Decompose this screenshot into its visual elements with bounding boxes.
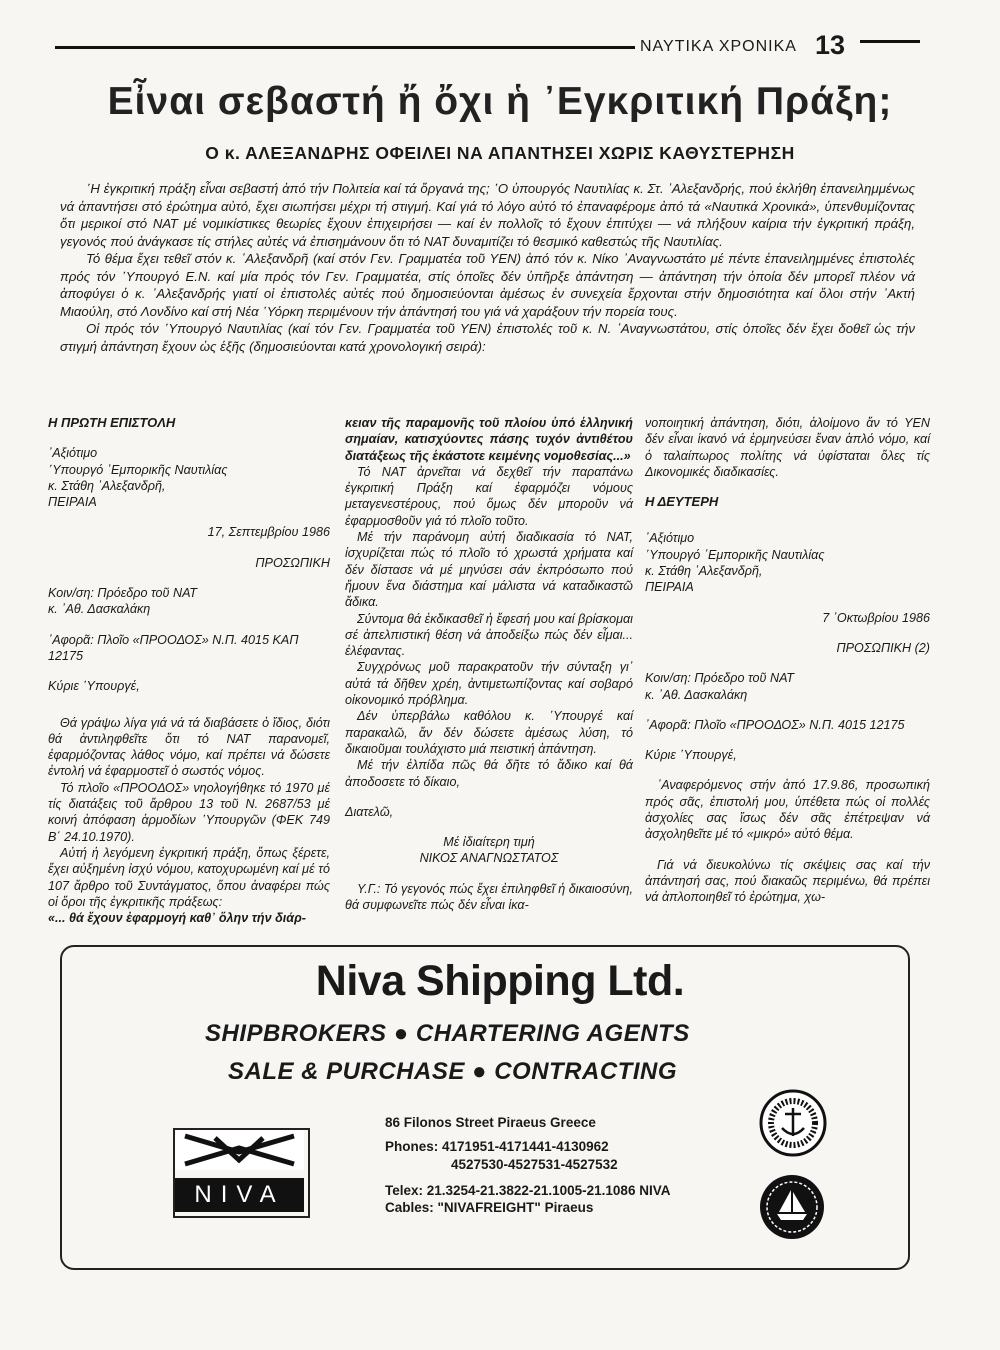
page-number: 13 <box>815 30 846 60</box>
letter1-address-line: κ. Στάθη ᾿Αλεξανδρῆ, <box>48 478 166 493</box>
letter1-paragraph: Αὐτή ἡ λεγόμενη ἐγκριτική πράξη, ὅπως ξέρετε, ἔχει αὐξημένη ἰσχύ νόμου, κατοχυρωμένη καί μέ τό 107 ἄρθρο τοῦ Συντάγματος, ὅπου ἀναφέρει πώς οἱ ὅροι τῆς ἐγκριτικῆς πράξεως: <box>48 845 330 909</box>
letter1-marking: ΠΡΟΣΩΠΙΚΗ <box>255 555 330 570</box>
article-title: Εἶναι σεβαστή ἤ ὄχι ἡ ᾿Εγκριτική Πράξη; <box>107 80 893 123</box>
ad-services-line: SHIPBROKERS ● CHARTERING AGENTS <box>205 1020 690 1047</box>
letter1-paragraph: Μέ τήν παράνομη αὐτή διαδικασία τό ΝΑΤ, ἰσχυρίζεται πώς τό πλοῖο τό χρωστά χρήματα καί δέν δίστασε νά μέ μηνύσει σάν ἐκπρόσωπο πού ἤμουν ἕνα διάστημα καί μάλιστα νά καταδικαστῶ ἄδικα. <box>345 530 633 610</box>
header-rule-left <box>55 46 635 49</box>
letter1-subject: ᾿Αφορᾶ: Πλοῖο «ΠΡΟΟΔΟΣ» Ν.Π. 4015 ΚΑΠ 12175 <box>48 632 299 663</box>
letter2-paragraph: ᾿Αναφερόμενος στήν ἀπό 17.9.86, προσωπική πρός σᾶς, ἐπιστολή μου, ὑπέθετα πώς οἱ πολλές ἀσχολίες σας ἴσως δέν σᾶς ἐπέτρεψαν νά ἀσχοληθεῖτε μέ τό «μικρό» αὐτό θέμα. <box>645 778 930 842</box>
letter1-paragraph: Θά γράψω λίγα γιά νά τά διαβάσετε ὁ ἴδιος, διότι θά ἀντιληφθεῖτε ὅτι τό ΝΑΤ παρανομεῖ, ἐφαρμόζοντας λάθος νόμο, καί πρέπει νά δώσετε ἐντολή νά ἐφαρμοστεῖ ὁ σωστός νόμος. <box>48 715 330 779</box>
header-rule-right <box>860 40 920 43</box>
ad-phones-label: Phones: <box>385 1139 439 1154</box>
article-subtitle: Ο κ. ΑΛΕΞΑΝΔΡΗΣ ΟΦΕΙΛΕΙ ΝΑ ΑΠΑΝΤΗΣΕΙ ΧΩΡΙΣ ΚΑΘΥΣΤΕΡΗΣΗ <box>205 143 795 163</box>
letter1-address-line: ῾Υπουργό ᾿Εμπορικῆς Ναυτιλίας <box>48 462 228 477</box>
letter2-address-line: κ. Στάθη ᾿Αλεξανδρῆ, <box>645 564 763 579</box>
letter1-regards: Μέ ἰδιαίτερη τιμή <box>443 835 535 850</box>
niva-logo-emblem-icon <box>175 1130 304 1170</box>
article-intro <box>60 180 915 355</box>
publication-name: ΝΑΥΤΙΚΑ ΧΡΟΝΙΚΑ <box>640 38 797 55</box>
anchor-seal-icon <box>758 1088 828 1158</box>
letter2-paragraph: Γιά νά διευκολύνω τίς σκέψεις σας καί τήν ἀπάντησή σας, πού διακαῶς περιμένω, θά πρέπει νά ἀπλοποιηθεῖ τό ἐρώτημα, χω- <box>645 857 930 905</box>
letter1-paragraph: Συγχρόνως μοῦ παρακρατοῦν τήν σύνταξη γι᾿ αὐτά τά δῆθεν χρέη, ἀντιμετωπίζοντας καί σοβαρό οἰκονομικό πρόβλημα. <box>345 660 633 708</box>
letter1-paragraph: Μέ τήν ἐλπίδα πῶς θά δῆτε τό ἄδικο καί θά ἀποδοσετε τό δίκαιο, <box>345 758 633 789</box>
ad-cables: Cables: "NIVAFREIGHT" Piraeus <box>385 1200 594 1215</box>
letter1-paragraph: Τό πλοῖο «ΠΡΟΟΔΟΣ» νηολογήθηκε τό 1970 μέ τίς διατάξεις τοῦ ἄρθρου 13 τοῦ Ν. 2687/53 μέ κοινή ἀπόφαση ἁρμοδίων ῾Υπουργῶν (ΦΕΚ 749 Β΄ 24.10.1970). <box>48 780 330 844</box>
ad-telex: Telex: 21.3254-21.3822-21.1005-21.1086 NIVA <box>385 1183 671 1198</box>
letter1-address-line: ᾿Αξιότιμο <box>48 446 98 461</box>
letter2-marking: ΠΡΟΣΩΠΙΚΗ (2) <box>836 640 930 655</box>
letter1-heading: Η ΠΡΩΤΗ ΕΠΙΣΤΟΛΗ <box>48 415 176 430</box>
letter2-address-line: ΠΕΙΡΑΙΑ <box>645 580 694 595</box>
ad-address: 86 Filonos Street Piraeus Greece <box>385 1115 596 1130</box>
letter1-postscript: Υ.Γ.: Τό γεγονός πώς ἔχει ἐπιληφθεῖ ἡ δικαιοσύνη, θά συμφωνεῖτε πώς δέν εἶναι ἱκα- <box>345 881 633 913</box>
letter1-paragraph: Σύντομα θά ἐκδικασθεῖ ἡ ἔφεσή μου καί βρίσκομαι σέ ἀπελπιστική θέση νά ἀποδείξω πώς δέν εἶμαι... ἐλέφαντας. <box>345 611 633 659</box>
letter1-address-line: ΠΕΙΡΑΙΑ <box>48 495 97 510</box>
ad-phones-numbers: 4171951-4171441-4130962 <box>442 1139 609 1154</box>
letter2-address-line: ᾿Αξιότιμο <box>645 531 695 546</box>
letter1-paragraph: Δέν ὑπερβάλω καθόλου κ. ῾Υπουργέ καί παρακαλῶ, ἄν δέν δώσετε ἀμέσως λύση, τό δικαιοῦμαι τουλάχιστο μιά πειστική ἀπάντηση. <box>345 709 633 756</box>
ad-phones-line <box>385 1139 609 1154</box>
column-2 <box>345 415 633 913</box>
letter2-heading: Η ΔΕΥΤΕΡΗ <box>645 494 719 510</box>
letter1-quote: «... θά ἔχουν ἐφαρμογή καθ᾿ ὅλην τήν διάρ- <box>48 911 306 926</box>
ad-phones-line-2: 4527530-4527531-4527532 <box>451 1157 618 1172</box>
letter1-paragraph: Τό ΝΑΤ ἀρνεῖται νά δεχθεῖ τήν παραπάνω ἐγκριτική Πράξη καί ἐφαρμόζει νόμους μεταγενεστέρους, πού ὅμως δέν μποροῦν νά ἐφαρμοσθοῦν γιά τό πλοῖο τοῦτο. <box>345 464 633 528</box>
column-1 <box>48 415 330 926</box>
niva-logo-wordmark: NIVA <box>175 1178 304 1212</box>
letter1-closing: Διατελῶ, <box>345 804 394 819</box>
letter1-salutation: Κύριε ῾Υπουργέ, <box>48 679 140 694</box>
letter2-address-line: ῾Υπουργό ᾿Εμπορικῆς Ναυτιλίας <box>645 547 825 562</box>
letter1-quote-continued: κειαν τῆς παραμονῆς τοῦ πλοίου ὑπό ἑλληνική σημαίαν, κατισχύοντες πάσης τυχόν ἀντιθέτου διατάξεως τῆς ἑκάστοτε κειμένης νομοθεσίας...» <box>345 416 633 463</box>
letter1-postscript-continued: νοποιητική ἀπάντηση, διότι, ἀλοίμονο ἄν τό ΥΕΝ δέν εἶναι ἱκανό νά ἑρμηνεύσει ἕναν ἁπλό νόμο, καί ὁ ταλαίπωρος πολίτης νά ὑφίσταται ὅλες τίς Δικονομικές διαδικασίες. <box>645 416 930 479</box>
column-3 <box>645 415 930 906</box>
ad-services-line: SALE & PURCHASE ● CONTRACTING <box>228 1058 678 1085</box>
letter1-cc-line: Κοιν/ση: Πρόεδρο τοῦ ΝΑΤ <box>48 586 197 601</box>
letter1-signature: ΝΙΚΟΣ ΑΝΑΓΝΩΣΤΑΤΟΣ <box>419 851 559 866</box>
intro-paragraph: Οἱ πρός τόν ῾Υπουργό Ναυτιλίας (καί τόν Γεν. Γραμματέα τοῦ ΥΕΝ) ἐπιστολές τοῦ κ. Ν. ᾿Αναγνωστάτου, στίς ὁποῖες δέν ἔχει δοθεῖ ὡς τήν στιγμή ἀπάντηση ἔχουν ὡς ἑξῆς (δημοσιεύονται κατά χρονολογική σειρά): <box>60 321 915 354</box>
letter1-date: 17, Σεπτεμβρίου 1986 <box>207 525 330 540</box>
letter2-subject: ᾿Αφορᾶ: Πλοῖο «ΠΡΟΟΔΟΣ» Ν.Π. 4015 12175 <box>645 717 905 732</box>
ad-company-name: Niva Shipping Ltd. <box>315 957 685 1005</box>
letter2-cc-line: κ. ᾿Αθ. Δασκαλάκη <box>645 687 748 702</box>
ship-seal-icon <box>757 1172 827 1242</box>
letter2-salutation: Κύριε ῾Υπουργέ, <box>645 748 737 763</box>
letter2-cc-line: Κοιν/ση: Πρόεδρο τοῦ ΝΑΤ <box>645 671 794 686</box>
letter1-cc-line: κ. ᾿Αθ. Δασκαλάκη <box>48 602 151 617</box>
intro-paragraph: Τό θέμα ἔχει τεθεῖ στόν κ. ᾿Αλεξανδρῆ (καί στόν Γεν. Γραμματέα τοῦ ΥΕΝ) ἀπό τόν κ. Νίκο ᾿Αναγνωστάτο μέ πέντε ἐπανειλημμένες ἐπιστολές πρός τόν ῾Υπουργό Ε.Ν. καί μία πρός τόν Γεν. Γραμματέα, στίς ὁποῖες δέν ὑπῆρξε ἀπάντηση — ἀπάντηση τήν ὁποία δέν μπορεῖ πλέον νά ἀποφύγει ὁ κ. ᾿Αλεξανδρής γιατί οἱ ἐπιστολές αὐτές πού δημοσιεύονται ἀμέσως ἐν συνεχεία ἔρχονται στήν δημοσιότητα καί ὅλοι στήν ᾿Ακτή Μιαούλη, στό Λονδίνο καί στή Νέα ῾Υόρκη περιμένουν τήν ἀπάντησή του γιά νά χαράξουν τήν πορεία τους. <box>60 251 915 319</box>
letter2-date: 7 ᾿Οκτωβρίου 1986 <box>822 610 930 625</box>
intro-paragraph: ῾Η ἐγκριτική πράξη εἶναι σεβαστή ἀπό τήν Πολιτεία καί τά ὄργανά της; ῾Ο ὑπουργός Ναυτιλίας κ. Στ. ᾿Αλεξανδρής, πού ἐκλήθη ἐπανειλημμένως νά ἀπαντήσει στό ἐρώτημα αὐτό, ἔχει σιωπήσει μέχρι τή στιγμή. Καί γιά τό λόγο αὐτό τό ἐπαναφέρομε ἀπό τά «Ναυτικά Χρονικά», ὑπενθυμίζοντας ὅτι μερικοί στό ΝΑΤ μέ νομικίστικες θεωρίες ἔχουν ἐπιχειρήσει — καί ἐν πολλοῖς τό ἔχουν ἐπιτύχει — νά πλήξουν καίρια τήν ἐγκριτική πράξη, γεγονός πού ἀνάγκασε τίς στήλες αὐτές νά ἐπισημάνουν ὅτι τό ΝΑΤ δυναμιτίζει τό θεσμικό καθεστώς τῆς Ναυτιλίας. <box>60 181 915 249</box>
